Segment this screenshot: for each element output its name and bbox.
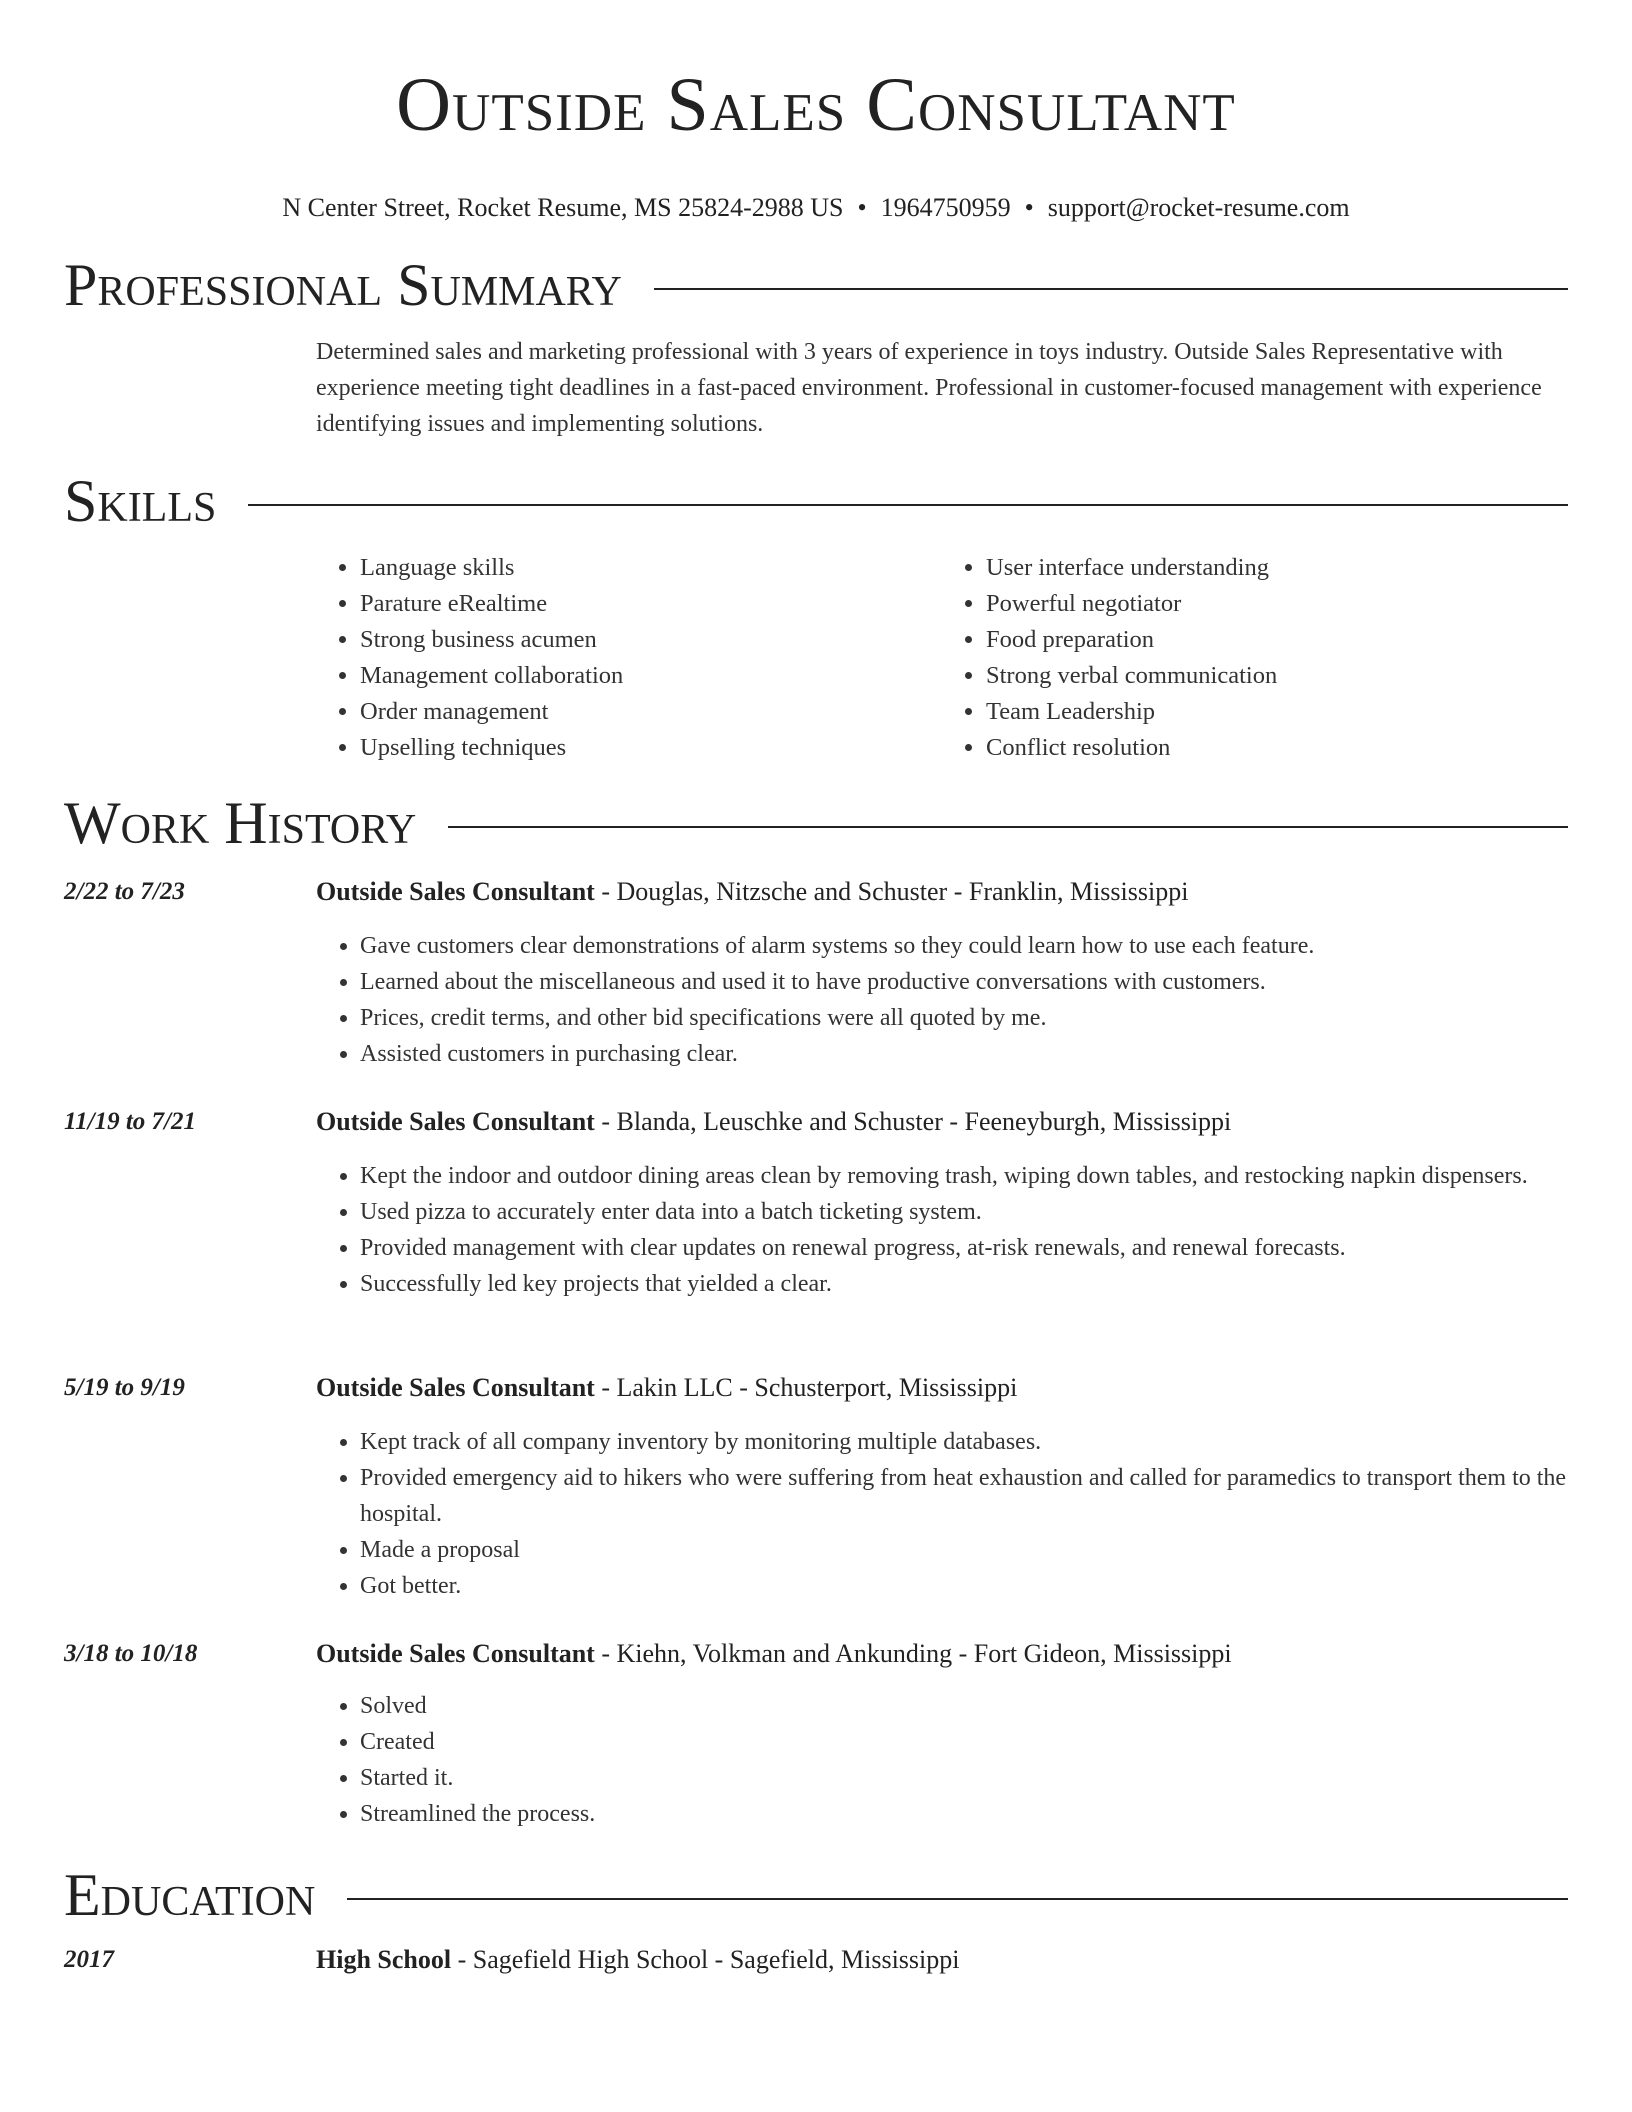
section-divider — [654, 288, 1568, 290]
job-title-line — [316, 874, 1568, 910]
job-bullet: • Gave customers clear demonstrations of alarm systems so they could learn how to use each feature. — [360, 928, 1568, 964]
job-title-line — [316, 1636, 1568, 1672]
job-details: - Douglas, Nitzsche and Schuster - Franklin, Mississippi — [594, 877, 1189, 906]
section-divider — [248, 504, 1568, 506]
contact-line — [0, 192, 1632, 224]
skill-item: • Upselling techniques — [360, 730, 942, 766]
contact-phone: 1964750959 — [880, 193, 1011, 222]
section-title-work: Work History — [64, 790, 417, 856]
job-date: 2/22 to 7/23 — [64, 878, 185, 905]
section-title-summary: Professional Summary — [64, 252, 622, 318]
skill-item: • Strong verbal communication — [986, 658, 1568, 694]
education-degree: High School — [316, 1945, 452, 1974]
skill-item: • Management collaboration — [360, 658, 942, 694]
section-header-education — [64, 1860, 1568, 1930]
skill-item: • Language skills — [360, 550, 942, 586]
job-bullet: • Kept the indoor and outdoor dining areas clean by removing trash, wiping down tables, and restocking napkin dispensers. — [360, 1158, 1568, 1194]
job-bullet: • Started it. — [360, 1760, 1568, 1796]
job-bullet: • Got better. — [360, 1568, 1568, 1604]
job-details: - Kiehn, Volkman and Ankunding - Fort Gideon, Mississippi — [594, 1639, 1232, 1668]
contact-separator: • — [857, 193, 867, 222]
skill-item: • Order management — [360, 694, 942, 730]
job-title: Outside Sales Consultant — [316, 1373, 595, 1402]
summary-text: Determined sales and marketing professional with 3 years of experience in toys industry. Outside Sales Representative with experience meeting tight deadlines in a fast-paced environment. Professional in customer-focused management with experience identifying issues and implementing solutions. — [316, 339, 1542, 437]
skills-column-right — [942, 550, 1568, 766]
job-bullets — [316, 1688, 1568, 1832]
section-title-education: Education — [64, 1862, 316, 1928]
job-bullet: • Successfully led key projects that yielded a clear. — [360, 1266, 1568, 1302]
section-title-skills: Skills — [64, 468, 217, 534]
contact-separator: • — [1024, 193, 1034, 222]
job-title: Outside Sales Consultant — [316, 1639, 595, 1668]
job-date: 5/19 to 9/19 — [64, 1374, 185, 1401]
job-bullet: • Streamlined the process. — [360, 1796, 1568, 1832]
job-bullet: • Used pizza to accurately enter data into a batch ticketing system. — [360, 1194, 1568, 1230]
job-bullet: • Learned about the miscellaneous and used it to have productive conversations with customers. — [360, 964, 1568, 1000]
skill-item: • Powerful negotiator — [986, 586, 1568, 622]
skills-column-left — [316, 550, 942, 766]
job-bullets — [316, 1158, 1568, 1302]
job-bullet: • Solved — [360, 1688, 1568, 1724]
skill-item: • Strong business acumen — [360, 622, 942, 658]
job-details: - Lakin LLC - Schusterport, Mississippi — [594, 1373, 1018, 1402]
skills-list — [316, 550, 1568, 766]
education-details: - Sagefield High School - Sagefield, Mississippi — [451, 1945, 960, 1974]
job-bullet: • Created — [360, 1724, 1568, 1760]
job-bullets — [316, 928, 1568, 1072]
job-date: 11/19 to 7/21 — [64, 1108, 196, 1135]
skill-item: • Conflict resolution — [986, 730, 1568, 766]
resume-name: Outside Sales Consultant — [396, 63, 1236, 147]
contact-address: N Center Street, Rocket Resume, MS 25824-2988 US — [282, 193, 844, 222]
job-bullets — [316, 1424, 1568, 1604]
section-divider — [347, 1898, 1568, 1900]
job-bullet: • Made a proposal — [360, 1532, 1568, 1568]
job-bullet: • Assisted customers in purchasing clear. — [360, 1036, 1568, 1072]
job-bullet: • Prices, credit terms, and other bid specifications were all quoted by me. — [360, 1000, 1568, 1036]
skill-item: • Team Leadership — [986, 694, 1568, 730]
section-header-skills — [64, 466, 1568, 536]
job-bullet: • Kept track of all company inventory by monitoring multiple databases. — [360, 1424, 1568, 1460]
section-divider — [448, 826, 1568, 828]
skill-item: • User interface understanding — [986, 550, 1568, 586]
job-date: 3/18 to 10/18 — [64, 1640, 198, 1667]
job-bullet: • Provided emergency aid to hikers who were suffering from heat exhaustion and called for paramedics to transport them to the hospital. — [360, 1460, 1568, 1532]
skill-item: • Parature eRealtime — [360, 586, 942, 622]
job-title: Outside Sales Consultant — [316, 877, 595, 906]
section-header-work — [64, 788, 1568, 858]
education-date: 2017 — [64, 1946, 114, 1973]
job-title-line — [316, 1104, 1568, 1140]
contact-email[interactable]: support@rocket-resume.com — [1047, 193, 1350, 222]
job-title-line — [316, 1370, 1568, 1406]
job-bullet: • Provided management with clear updates on renewal progress, at-risk renewals, and renewal forecasts. — [360, 1230, 1568, 1266]
skill-item: • Food preparation — [986, 622, 1568, 658]
job-title: Outside Sales Consultant — [316, 1107, 595, 1136]
education-title-line — [316, 1942, 1568, 1978]
job-details: - Blanda, Leuschke and Schuster - Feeneyburgh, Mississippi — [594, 1107, 1232, 1136]
section-header-summary — [64, 250, 1568, 320]
